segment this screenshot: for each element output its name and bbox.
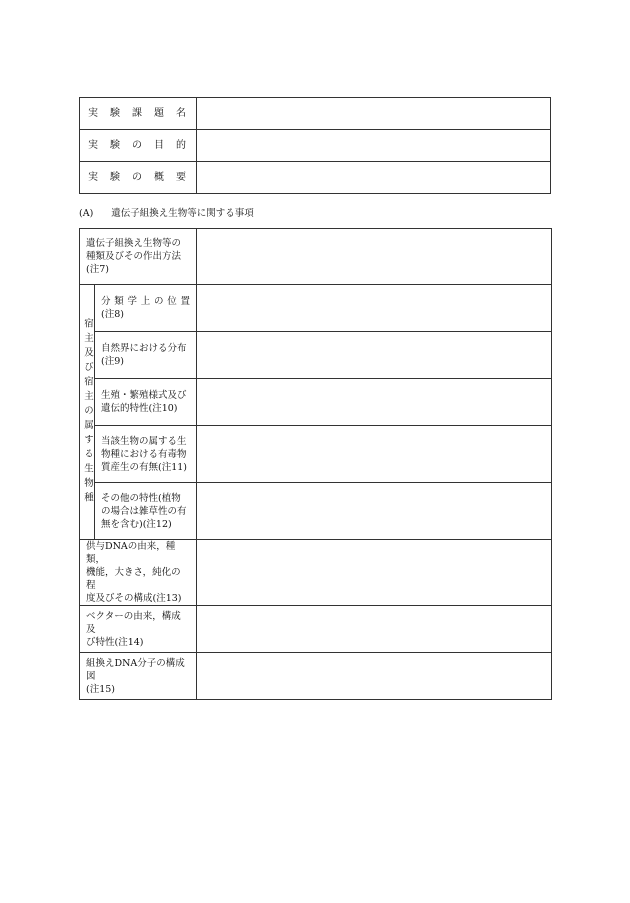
label-line: 自然界における分布 (101, 343, 187, 354)
vector-label (80, 606, 197, 653)
label-char: 要 (176, 171, 186, 183)
section-mark: (A) (79, 208, 94, 219)
label-char: 験 (110, 171, 120, 183)
taxonomy-label (95, 285, 197, 332)
note-ref: (注9) (101, 356, 124, 367)
gmo-details-table (79, 228, 552, 700)
label-char: 位 (167, 296, 177, 307)
table-row (80, 229, 552, 285)
toxin-production-field[interactable] (197, 426, 552, 483)
label-line: ベクターの由来，構成及 (86, 610, 181, 635)
section-heading (79, 205, 254, 219)
table-row (80, 606, 552, 653)
label-line: 生殖・繁殖様式及び (101, 390, 187, 401)
label-char: 験 (110, 107, 120, 119)
host-species-group-label (80, 285, 95, 540)
label-char: の (132, 139, 142, 151)
natural-distribution-field[interactable] (197, 332, 552, 379)
label-char: 目 (154, 139, 164, 151)
label-char: 実 (88, 107, 98, 119)
experiment-overview-field[interactable] (197, 162, 551, 194)
experiment-purpose-label (80, 130, 197, 162)
label-char: 実 (88, 139, 98, 151)
table-row (80, 653, 552, 700)
reproduction-label (95, 379, 197, 426)
donor-dna-label (80, 540, 197, 606)
natural-distribution-label (95, 332, 197, 379)
label-line: び特性(注14) (86, 636, 144, 648)
label-char: 的 (176, 139, 186, 151)
label-line: その他の特性(植物 (101, 492, 181, 504)
table-row (80, 540, 552, 606)
note-ref: (注7) (86, 264, 109, 275)
toxin-production-label (95, 426, 197, 483)
table-row (80, 379, 552, 426)
table-row (80, 332, 552, 379)
label-char: の (154, 296, 164, 307)
label-char: 題 (154, 107, 164, 119)
table-row (80, 130, 551, 162)
label-char: 実 (88, 171, 98, 183)
label-line: 機能，大きさ，純化の程 (86, 567, 181, 591)
label-line: 無を含む)(注12) (101, 518, 172, 530)
label-char: 上 (140, 296, 151, 307)
donor-dna-field[interactable] (197, 540, 552, 606)
label-char: 験 (110, 139, 120, 151)
experiment-title-label (80, 98, 197, 130)
gmo-type-label (80, 229, 197, 285)
label-line: (注15) (86, 683, 116, 695)
note-ref: (注8) (101, 309, 124, 320)
table-row (80, 426, 552, 483)
label-char: 類 (114, 296, 124, 307)
taxonomy-field[interactable] (197, 285, 552, 332)
other-traits-field[interactable] (197, 483, 552, 540)
table-row (80, 98, 551, 130)
label-char: 名 (176, 107, 186, 119)
other-traits-label (95, 483, 197, 540)
label-line: の場合は雑草性の有 (101, 505, 187, 517)
label-line: 物種における有毒物 (101, 448, 187, 460)
reproduction-field[interactable] (197, 379, 552, 426)
label-char: の (132, 171, 142, 183)
label-line: 組換えDNA分子の構成図 (86, 657, 185, 682)
gmo-type-field[interactable] (197, 229, 552, 285)
label-char: 学 (127, 296, 138, 307)
label-char: 分 (101, 296, 111, 307)
experiment-purpose-field[interactable] (197, 130, 551, 162)
label-char: 概 (154, 171, 164, 183)
label-line: 種類及びその作出方法 (86, 251, 182, 262)
label-line: 遺伝子組換え生物等の (86, 238, 182, 249)
section-title: 遺伝子組換え生物等に関する事項 (111, 208, 254, 219)
table-row (80, 162, 551, 194)
recombinant-dna-diagram-field[interactable] (197, 653, 552, 700)
table-row (80, 285, 552, 332)
recombinant-dna-diagram-label (80, 653, 197, 700)
experiment-overview-label (80, 162, 197, 194)
label-line: 質産生の有無(注11) (101, 461, 188, 473)
experiment-summary-table (79, 97, 551, 194)
label-line: 遺伝的特性(注10) (101, 403, 178, 414)
label-char: 置 (180, 296, 191, 307)
label-line: 度及びその構成(注13) (86, 593, 182, 604)
label-line: 供与DNAの由来，種類， (86, 541, 176, 565)
vector-field[interactable] (197, 606, 552, 653)
label-char: 課 (132, 107, 142, 119)
label-line: 当該生物の属する生 (101, 435, 187, 447)
vertical-label: 宿主及び宿主の属する生物種 (82, 317, 93, 507)
table-row (80, 483, 552, 540)
experiment-title-field[interactable] (197, 98, 551, 130)
